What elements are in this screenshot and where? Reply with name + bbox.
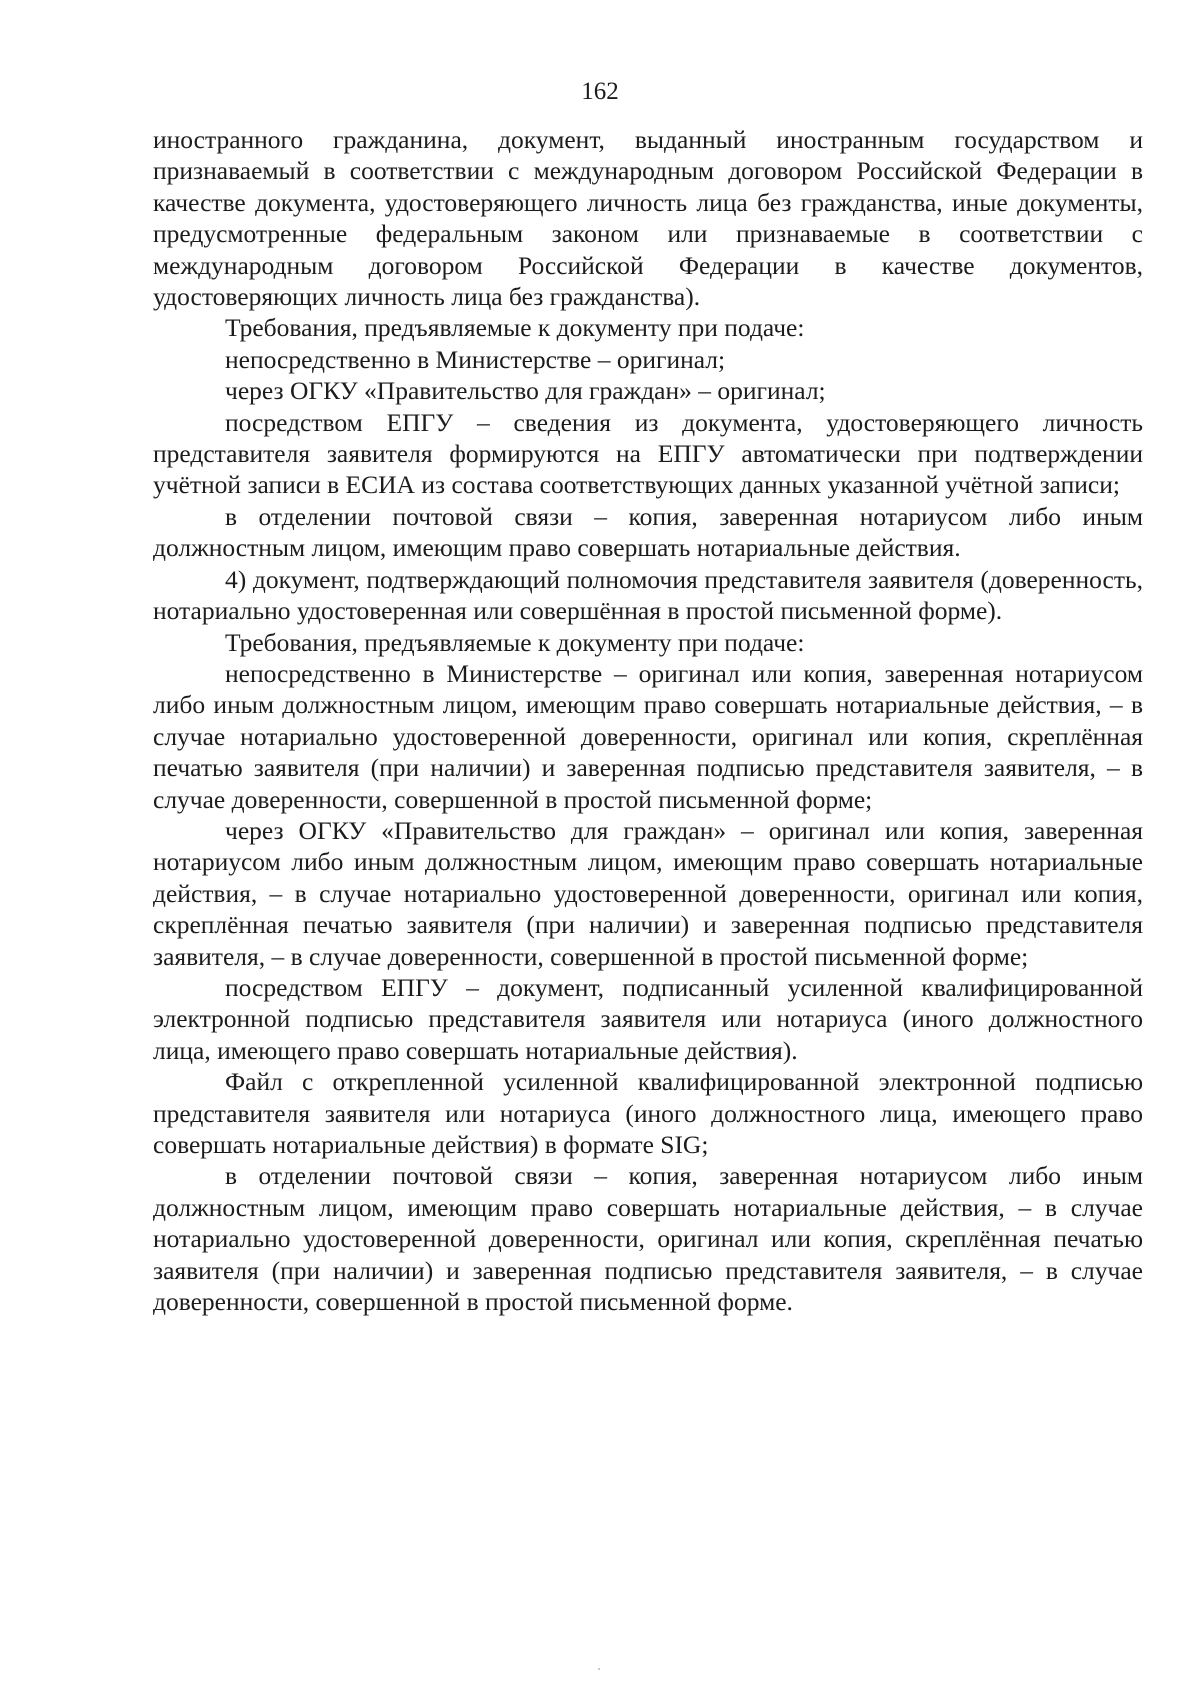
- page-number: 162: [581, 78, 619, 105]
- paragraph-epgu: посредством ЕПГУ – сведения из документа, удостоверяющего личность представителя заявителя формируются на ЕПГУ автоматически при подтверждении учётной записи в ЕСИА из состава соответствующих данных указанной учётной записи;: [153, 407, 1143, 500]
- paragraph-continuation: иностранного гражданина, документ, выданный иностранным государством и признаваемый в соответствии с международным договором Российской Федерации в качестве документа, удостоверяющего личность лица без гражданства, иные документы, предусмотренные федеральным законом или признаваемые в соответствии с международным договором Российской Федерации в качестве документов, удостоверяющих личность лица без гражданства).: [153, 125, 1143, 312]
- paragraph-ogku: через ОГКУ «Правительство для граждан» – оригинал;: [225, 376, 826, 406]
- paragraph-ministry-2: непосредственно в Министерстве – оригинал или копия, заверенная нотариусом либо иным должностным лицом, имеющим право совершать нотариальные действия, – в случае нотариально удостоверенной доверенности, оригинал или копия, скреплённая печатью заявителя (при наличии) и заверенная подписью представителя заявителя, – в случае доверенности, совершенной в простой письменной форме;: [153, 658, 1143, 814]
- paragraph-ministry: непосредственно в Министерстве – оригинал;: [225, 344, 726, 374]
- paragraph-post-office: в отделении почтовой связи – копия, заверенная нотариусом либо иным должностным лицом, имеющим право совершать нотариальные действия.: [153, 501, 1143, 563]
- document-body: [153, 124, 1143, 1317]
- scan-speck: [598, 1668, 600, 1670]
- paragraph-item-4: 4) документ, подтверждающий полномочия представителя заявителя (доверенность, нотариально удостоверенная или совершённая в простой письменной форме).: [153, 564, 1143, 626]
- paragraph-requirements-heading: Требования, предъявляемые к документу при подаче:: [225, 313, 805, 343]
- paragraph-requirements-heading-2: Требования, предъявляемые к документу при подаче:: [225, 627, 805, 657]
- paragraph-epgu-2: посредством ЕПГУ – документ, подписанный усиленной квалифицированной электронной подписью представителя заявителя или нотариуса (иного должностного лица, имеющего право совершать нотариальные действия).: [153, 972, 1143, 1065]
- paragraph-post-office-2: в отделении почтовой связи – копия, заверенная нотариусом либо иным должностным лицом, имеющим право совершать нотариальные действия, – в случае нотариально удостоверенной доверенности, оригинал или копия, скреплённая печатью заявителя (при наличии) и заверенная подписью представителя заявителя, – в случае доверенности, совершенной в простой письменной форме.: [153, 1161, 1143, 1317]
- paragraph-ogku-2: через ОГКУ «Правительство для граждан» – оригинал или копия, заверенная нотариусом либо иным должностным лицом, имеющим право совершать нотариальные действия, – в случае нотариально удостоверенной доверенности, оригинал или копия, скреплённая печатью заявителя (при наличии) и заверенная подписью представителя заявителя, – в случае доверенности, совершенной в простой письменной форме;: [153, 815, 1143, 971]
- paragraph-sig-file: Файл с открепленной усиленной квалифицированной электронной подписью представителя заявителя или нотариуса (иного должностного лица, имеющего право совершать нотариальные действия) в формате SIG;: [153, 1067, 1143, 1159]
